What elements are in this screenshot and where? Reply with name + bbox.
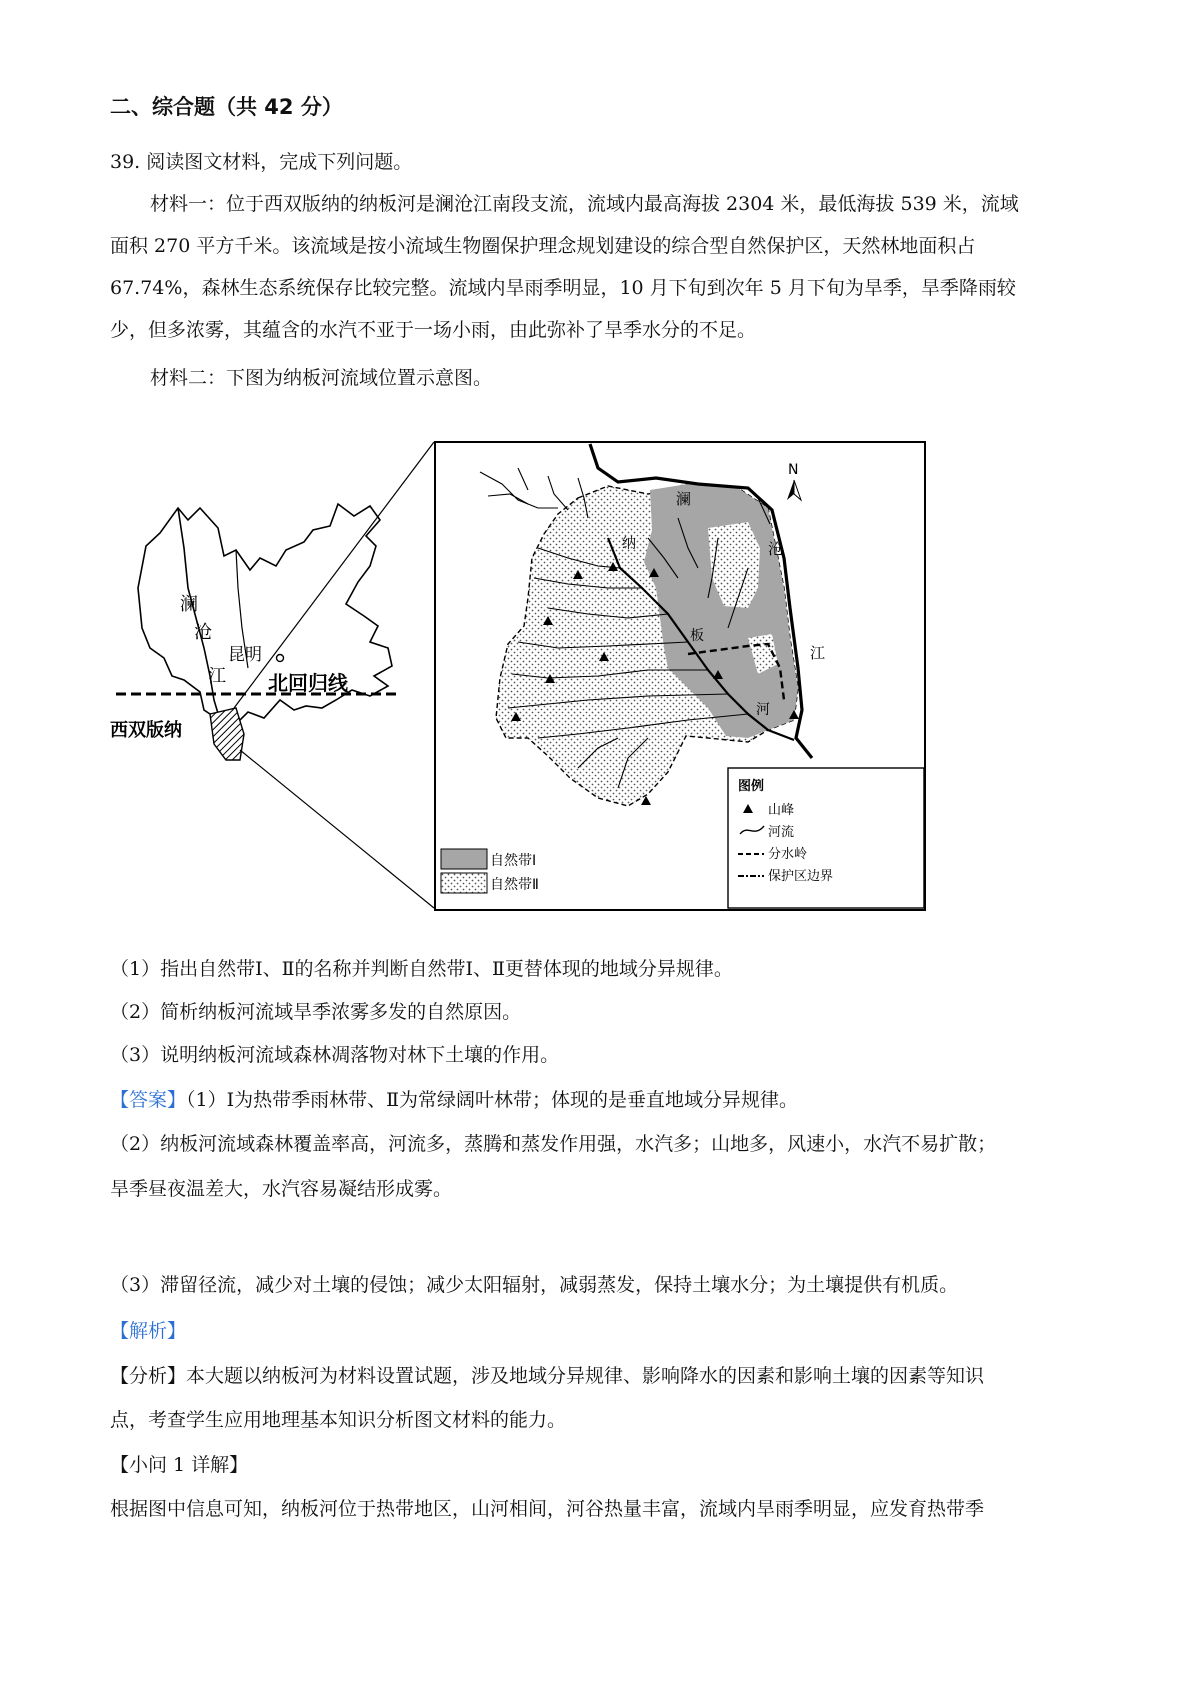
city-label: 昆明 (228, 645, 262, 665)
river-char: 澜 (180, 594, 198, 615)
material2-line: 材料二：下图为纳板河流域位置示意图。 (150, 367, 493, 389)
sub-question: （3）说明纳板河流域森林凋落物对林下土壤的作用。 (110, 1044, 560, 1066)
sub-question: （1）指出自然带Ⅰ、Ⅱ的名称并判断自然带Ⅰ、Ⅱ更替体现的地域分异规律。 (110, 958, 733, 980)
yunnan-map (110, 504, 400, 760)
answer-line: （3）滞留径流，减少对土壤的侵蚀；减少太阳辐射，减弱蒸发，保持土壤水分；为土壤提供有机质。 (110, 1274, 959, 1296)
question-prompt: 39. 阅读图文材料，完成下列问题。 (110, 151, 413, 173)
svg-text:N: N (788, 462, 799, 478)
lancang-char: 沧 (768, 540, 784, 558)
tropic-label: 北回归线 (268, 671, 348, 695)
xishuangbanna-area (210, 708, 244, 760)
analysis-line: 点，考查学生应用地理基本知识分析图文材料的能力。 (110, 1409, 567, 1431)
connector-bottom (240, 750, 434, 908)
section-title: 二、综合题（共 42 分） (110, 95, 343, 119)
location-map-figure (108, 438, 928, 912)
province-outline (138, 504, 392, 724)
answer-line: 旱季昼夜温差大，水汽容易凝结形成雾。 (110, 1178, 453, 1200)
lancang-char: 江 (810, 644, 826, 662)
zone1-label: 自然带Ⅰ (490, 853, 537, 869)
material1-line: 67.74%，森林生态系统保存比较完整。流域内旱雨季明显，10 月下旬到次年 5 月下旬为旱季，旱季降雨较 (110, 277, 1016, 299)
naban-char: 河 (756, 702, 770, 718)
river-char: 江 (208, 666, 226, 687)
answer-text: （1）Ⅰ为热带季雨林带、Ⅱ为常绿阔叶林带；体现的是垂直地域分异规律。 (186, 1089, 799, 1111)
material1-line: 材料一：位于西双版纳的纳板河是澜沧江南段支流，流域内最高海拔 2304 米，最低海拔 539 米，流域 (150, 193, 1019, 215)
analysis-line: 【分析】本大题以纳板河为材料设置试题，涉及地域分异规律、影响降水的因素和影响土壤的因素等知识 (110, 1365, 985, 1387)
zone1-swatch (441, 849, 487, 869)
legend-title: 图例 (738, 779, 765, 794)
legend-item: 河流 (768, 825, 795, 840)
naban-char: 板 (690, 628, 704, 644)
material1-line: 少，但多浓雾，其蕴含的水汽不亚于一场小雨，由此弥补了旱季水分的不足。 (110, 319, 757, 341)
zone2-label: 自然带Ⅱ (490, 877, 539, 893)
legend-item: 保护区边界 (768, 869, 834, 884)
lancang-char: 澜 (676, 490, 692, 508)
answer-tag: 【答案】 (110, 1089, 187, 1111)
material1-line: 面积 270 平方千米。该流域是按小流域生物圈保护理念规划建设的综合型自然保护区，天然林地面积占 (110, 235, 976, 257)
zone2-swatch (441, 873, 487, 893)
region-label: 西双版纳 (110, 720, 182, 741)
subquestion-title: 【小问 1 详解】 (110, 1454, 249, 1476)
legend-item: 分水岭 (768, 847, 808, 862)
detail-line: 根据图中信息可知，纳板河位于热带地区，山河相间，河谷热量丰富，流域内旱雨季明显，应发育热带季 (110, 1498, 985, 1520)
naban-char: 纳 (622, 536, 636, 552)
analysis-tag: 【解析】 (110, 1320, 187, 1342)
river-char: 沧 (194, 622, 212, 643)
answer-line-1 (110, 1088, 798, 1112)
answer-line: （2）纳板河流域森林覆盖率高，河流多，蒸腾和蒸发作用强，水汽多；山地多，风速小，水汽不易扩散； (110, 1133, 997, 1155)
legend-item: 山峰 (768, 803, 795, 818)
kunming-point (277, 655, 284, 662)
sub-question: （2）简析纳板河流域旱季浓雾多发的自然原因。 (110, 1001, 522, 1023)
map-legend (728, 768, 924, 908)
